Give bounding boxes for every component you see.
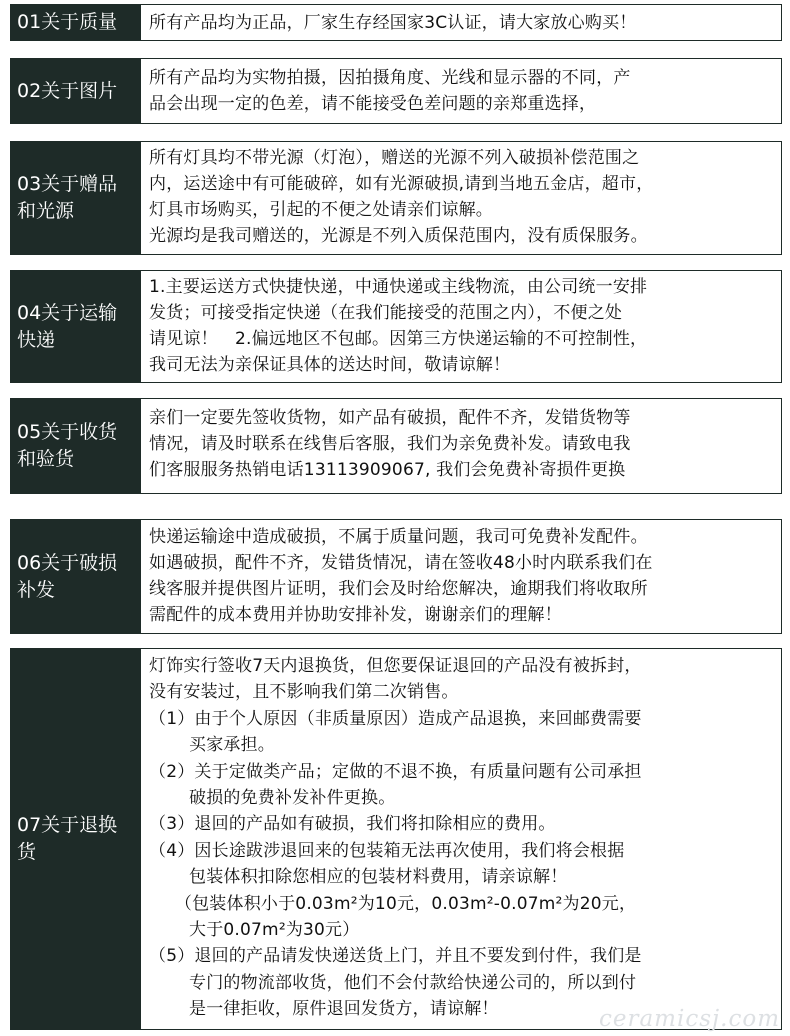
section-returns bbox=[10, 648, 782, 1030]
text-line: 光源均是我司赠送的，光源是不列入质保范围内，没有质保服务。 bbox=[149, 226, 648, 246]
label-line: 04关于运输 bbox=[17, 301, 118, 324]
text-line: 请见谅！ 2.偏远地区不包邮。因第三方快递运输的不可控制性， bbox=[149, 329, 648, 349]
text-line: 情况，请及时联系在线售后客服，我们为亲免费补发。请致电我 bbox=[149, 434, 631, 454]
text-line: （5）退回的产品请发快递送货上门，并且不要发到付件，我们是 bbox=[149, 946, 642, 967]
text-line: （包装体积小于0.03m²为10元，0.03m²-0.07m²为20元， bbox=[149, 893, 637, 914]
text-line: 快递运输途中造成破损，不属于质量问题，我司可免费补发配件。 bbox=[149, 527, 648, 547]
text-line: 没有安装过，且不影响我们第二次销售。 bbox=[149, 682, 459, 703]
label-line: 03关于赠品 bbox=[17, 173, 118, 195]
text-line: 内，运送途中有可能破碎，如有光源破损,请到当地五金店，超市， bbox=[149, 174, 654, 194]
section-label bbox=[11, 520, 141, 633]
text-line: 专门的物流部收货，他们不会付款给快递公司的，所以到付 bbox=[149, 972, 637, 993]
watermark: ceramicsj.com bbox=[598, 1006, 780, 1032]
section-content bbox=[141, 142, 781, 254]
label-line: 补发 bbox=[17, 578, 56, 601]
text-line: 品会出现一定的色差，请不能接受色差问题的亲郑重选择， bbox=[149, 94, 597, 114]
text-line: 包装体积扣除您相应的包装材料费用，请亲谅解！ bbox=[149, 867, 568, 888]
label-line: 07关于退换 bbox=[17, 814, 118, 836]
text-line: 亲们一定要先签收货物，如产品有破损，配件不齐，发错货物等 bbox=[149, 408, 631, 428]
text-line: 买家承担。 bbox=[149, 735, 276, 756]
section-content bbox=[141, 271, 781, 382]
label-line: 快递 bbox=[17, 328, 56, 351]
section-gifts-light-source bbox=[10, 141, 782, 255]
text-line: 所有产品均为实物拍摄，因拍摄角度、光线和显示器的不同，产 bbox=[149, 68, 631, 88]
text-line: （1）由于个人原因（非质量原因）造成产品退换，来回邮费需要 bbox=[149, 708, 642, 729]
text-line: 需配件的成本费用并协助安排补发，谢谢亲们的理解！ bbox=[149, 605, 562, 625]
section-images bbox=[10, 58, 782, 124]
section-content bbox=[141, 399, 781, 493]
section-label bbox=[11, 59, 141, 123]
text-line: 大于0.07m²为30元） bbox=[149, 920, 360, 941]
section-content bbox=[141, 649, 781, 1029]
section-content bbox=[141, 520, 781, 633]
text-line: 们客服服务热销电话13113909067, 我们会免费补寄损件更换 bbox=[149, 460, 626, 480]
text-line: 1.主要运送方式快捷快递，中通快递或主线物流，由公司统一安排 bbox=[149, 277, 648, 297]
text-line: 灯具市场购买，引起的不便之处请亲们谅解。 bbox=[149, 200, 493, 220]
label-line: 01关于质量 bbox=[17, 11, 118, 33]
text-line: 发货；可接受指定快递（在我们能接受的范围之内），不便之处 bbox=[149, 303, 623, 323]
section-receiving bbox=[10, 398, 782, 494]
label-line: 02关于图片 bbox=[17, 79, 118, 102]
section-shipping bbox=[10, 270, 782, 383]
label-line: 和验货 bbox=[17, 448, 75, 470]
text-line: 所有灯具均不带光源（灯泡），赠送的光源不列入破损补偿范围之 bbox=[149, 148, 640, 168]
text-line: 线客服并提供图片证明，我们会及时给您解决，逾期我们将收取所 bbox=[149, 579, 648, 599]
section-label bbox=[11, 142, 141, 254]
section-content bbox=[141, 5, 781, 40]
text-line: 破损的免费补发补件更换。 bbox=[149, 788, 396, 809]
text-line: 所有产品均为正品，厂家生存经国家3C认证，请大家放心购买！ bbox=[149, 13, 637, 33]
section-content bbox=[141, 59, 781, 123]
text-line: （3）退回的产品如有破损，我们将扣除相应的费用。 bbox=[149, 814, 556, 835]
section-label bbox=[11, 271, 141, 382]
label-line: 和光源 bbox=[17, 200, 75, 222]
section-label bbox=[11, 5, 141, 40]
section-quality bbox=[10, 4, 782, 41]
section-damage-reissue bbox=[10, 519, 782, 634]
text-line: 我司无法为亲保证具体的送达时间，敬请谅解！ bbox=[149, 355, 511, 375]
text-line: （4）因长途跋涉退回来的包装箱无法再次使用，我们将会根据 bbox=[149, 840, 625, 861]
label-line: 货 bbox=[17, 841, 37, 863]
text-line: 是一律拒收，原件退回发货方，请谅解！ bbox=[149, 999, 499, 1020]
text-line: 灯饰实行签收7天内退换货，但您要保证退回的产品没有被拆封， bbox=[149, 656, 642, 676]
label-line: 05关于收货 bbox=[17, 421, 118, 443]
text-line: 如遇破损，配件不齐，发错货情况，请在签收48小时内联系我们在 bbox=[149, 553, 653, 573]
section-label bbox=[11, 399, 141, 493]
text-line: （2）关于定做类产品；定做的不退不换，有质量问题有公司承担 bbox=[149, 761, 642, 782]
section-label bbox=[11, 649, 141, 1029]
label-line: 06关于破损 bbox=[17, 551, 118, 574]
